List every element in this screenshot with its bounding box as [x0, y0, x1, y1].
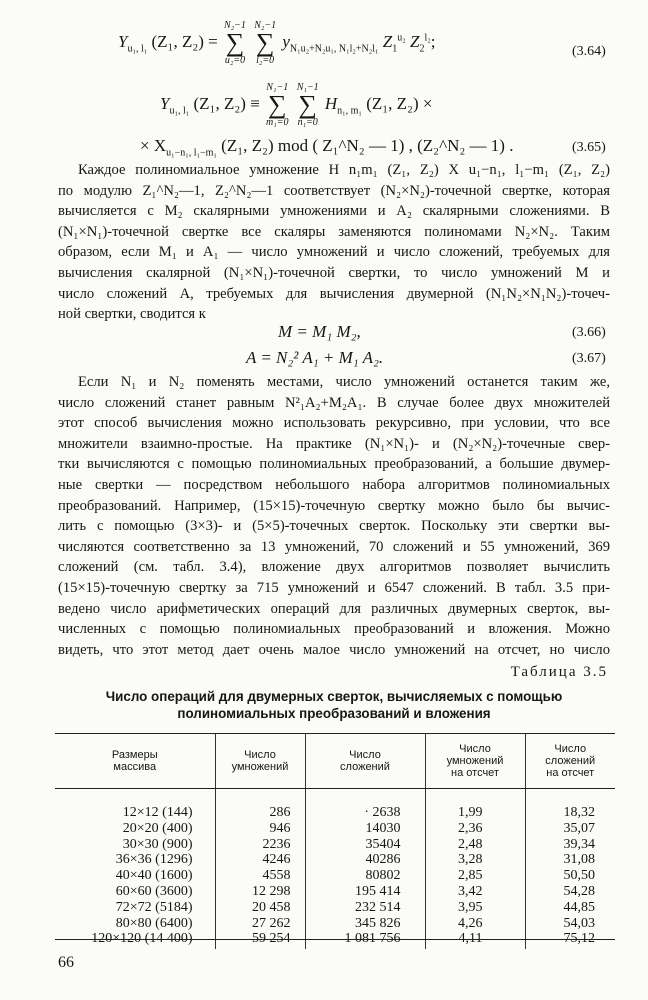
text-line: Каждое полиномиальное умножение H n₁m₁ (Z₁, Z₂) X u₁−n₁, l₁−m₁ (Z₁, Z₂) — [78, 162, 610, 178]
equation-number-3-67: (3.67) — [572, 351, 606, 366]
text-line: видеть, что этот метод дает очень малое число умножений на отсчет, но число — [58, 641, 610, 658]
header-array-size: Размеры массива — [55, 734, 215, 789]
equation-number-3-66: (3.66) — [572, 325, 606, 340]
table-header-row — [55, 734, 615, 789]
table-cell: 3,42 — [425, 884, 525, 900]
text-line: сложений (см. табл. 3.4), вложение двух алгоритмов позволяет вычислить — [58, 559, 610, 576]
text-line: лить с помощью (3×3)- и (5×5)-точечных сверток. Поскольку эти свертки вы- — [58, 518, 610, 535]
text-line: этот способ вычисления можно использовать рекурсивно, при условии, что все — [58, 415, 610, 432]
table-cell: · 2638 — [305, 805, 425, 821]
table-cell: 2,85 — [425, 868, 525, 884]
table-cell: 2,36 — [425, 821, 525, 837]
text-line: число сложений A, требуемых для вычисления двумерной (N₁N₂×N₁N₂)-точеч- — [58, 285, 610, 302]
table-cell: 12 298 — [215, 884, 305, 900]
text-line: ные свертки — посредством небольшого набора алгоритмов полиномиальных — [58, 476, 610, 493]
table-cell: 3,95 — [425, 900, 525, 916]
table-cell: 54,28 — [525, 884, 615, 900]
table-cell: 14030 — [305, 821, 425, 837]
table-cell: 12×12 (144) — [122, 805, 193, 820]
table-cell: 80802 — [305, 868, 425, 884]
equation-number-3-64: (3.64) — [572, 44, 606, 59]
eq1-sum-2: N₂−1 ∑ l₂=0 — [254, 20, 277, 66]
text-line: по модулю Z₁^N₂—1, Z₂^N₂—1 соответствует (N₂×N₂)-точечной свертке, которая — [58, 182, 610, 199]
table-cell: 30×30 (900) — [122, 836, 193, 852]
equation-number-3-65: (3.65) — [572, 140, 606, 155]
equation-3-65: $Y_{u_1, l_1}$ (Z₁, Z₂) ≡ N₁−1 ∑ m₁=0 N₁−1 ∑ n₁=0 $H_{n_1, m_1}$ (Z₁, Z₂) × — [160, 82, 433, 128]
table-cell: 35,07 — [525, 821, 615, 837]
table-cell: 946 — [215, 821, 305, 837]
page-number: 66 — [58, 954, 74, 971]
table-cell: 75,12 — [525, 931, 615, 949]
table-cell: 4558 — [215, 868, 305, 884]
text-line: численных с помощью полиномиальных преобразований и вложения. Можно — [58, 621, 610, 638]
operations-table — [55, 733, 615, 949]
table-cell: 195 414 — [305, 884, 425, 900]
text-line: тки вычисляются с помощью полиномиальных преобразований, а большие двумер- — [58, 456, 610, 473]
table-cell: 54,03 — [525, 916, 615, 932]
table-bottom-rule — [55, 939, 615, 940]
eq2-sum-1: N₁−1 ∑ m₁=0 — [266, 82, 289, 128]
text-line: (15×15)-точечную свертку за 715 умножений и 6547 сложений. В табл. 3.5 при- — [58, 579, 610, 596]
table-row — [55, 837, 615, 853]
table-row — [55, 884, 615, 900]
table-row — [55, 931, 615, 949]
text-line: число сложений станет равным N²₁A₂+M₂A₁. В случае более двух множителей — [58, 394, 610, 411]
table-row — [55, 868, 615, 884]
table-title: Число операций для двумерных сверток, вычисляемых с помощью полиномиальных преобразований и вложения — [105, 689, 563, 721]
text-line: Если N₁ и N₂ поменять местами, число умножений останется таким же, — [78, 374, 610, 390]
paragraph-2 — [58, 372, 610, 660]
header-add-per-sample: Число сложений на отсчет — [525, 734, 615, 789]
text-line: вычисляется с M₂ скалярными умножениями и A₂ скалярными сложениями. В — [58, 203, 610, 220]
table-cell: 286 — [215, 805, 305, 821]
equation-3-64: $Y_{u_1, l_1}$ (Z₁, Z₂) = N₂−1 ∑ u₂=0 N₂−1 ∑ l₂=0 $y_{N_1u_2+N_2u_1, N_1l_2+N_2l_1}$ $Z_1^{u_2}$ $Z_2^{l_2}$; — [118, 20, 436, 66]
table-cell: 36×36 (1296) — [115, 852, 193, 868]
eq1-term-sub: N₁u₂+N₂u₁, N₁l₂+N₂l₁ — [289, 43, 379, 55]
eq1-sum-1: N₂−1 ∑ u₂=0 — [224, 20, 246, 66]
header-multiplications: Число умножений — [215, 734, 305, 789]
eq1-lhs-args: (Z₁, Z₂) = — [151, 31, 218, 51]
table-cell: 345 826 — [305, 916, 425, 932]
equation-3-66: M = M₁ M₂, — [278, 322, 361, 341]
table-cell: 40286 — [305, 852, 425, 868]
text-line: множители взаимно-простые. На практике (N₁×N₁)- и (N₂×N₂)-точечные свер- — [58, 435, 610, 452]
table-cell: 4,26 — [425, 916, 525, 932]
paragraph-1 — [58, 160, 610, 325]
table-cell: 80×80 (6400) — [115, 915, 193, 931]
table-cell: 72×72 (5184) — [115, 899, 193, 915]
table-cell: 232 514 — [305, 900, 425, 916]
table-cell: 44,85 — [525, 900, 615, 916]
eq1-lhs-sub: u₁, l₁ — [127, 43, 148, 55]
header-mult-per-sample: Число умножений на отсчет — [425, 734, 525, 789]
text-line: преобразований. Например, (15×15)-точечную свертку можно было бы вычис- — [58, 497, 610, 514]
eq1-lhs: Y — [118, 31, 128, 51]
table-cell: 20 458 — [215, 900, 305, 916]
table-cell: 59 254 — [215, 931, 305, 949]
table-row — [55, 805, 615, 821]
header-additions: Число сложений — [305, 734, 425, 789]
table-cell: 2236 — [215, 837, 305, 853]
table-cell: 4,11 — [425, 931, 525, 949]
table-cell: 31,08 — [525, 852, 615, 868]
table-cell: 1 081 756 — [305, 931, 425, 949]
equation-3-67: A = N₂² A₁ + M₁ A₂. — [246, 348, 384, 367]
text-line: числяются соответственно за 13 умножений, 70 сложений и 55 умножений, 369 — [58, 538, 610, 555]
table-cell: 120×120 (14 400) — [91, 931, 193, 947]
table-cell: 1,99 — [425, 805, 525, 821]
table-cell: 35404 — [305, 837, 425, 853]
table-row — [55, 916, 615, 932]
text-line: ведено число арифметических операций для различных двумерных сверток, вы- — [58, 600, 610, 617]
table-cell: 39,34 — [525, 837, 615, 853]
text-line: вычисления скалярной (N₁×N₁)-точечной свертки, то число умножений M и — [58, 264, 610, 281]
table-cell: 60×60 (3600) — [115, 883, 193, 899]
table-cell: 40×40 (1600) — [115, 868, 193, 884]
table-row — [55, 821, 615, 837]
table-cell: 27 262 — [215, 916, 305, 932]
table-label: Таблица 3.5 — [510, 664, 608, 680]
table-row — [55, 900, 615, 916]
text-line: ной свертки, сводится к — [58, 306, 206, 323]
table-cell: 2,48 — [425, 837, 525, 853]
table-cell: 3,28 — [425, 852, 525, 868]
table-cell: 50,50 — [525, 868, 615, 884]
text-line: (N₁×N₁)-точечной свертке все скаляры заменяются полиномами N₂×N₂. Таким — [58, 223, 610, 240]
table-cell: 18,32 — [525, 805, 615, 821]
eq1-term: y — [282, 31, 290, 51]
eq2-sum-2: N₁−1 ∑ n₁=0 — [296, 82, 319, 128]
equation-3-65-line-2: × $X_{u_1-n_1, l_1-m_1}$ (Z₁, Z₂) mod ( Z₁^N₂ — 1) , (Z₂^N₂ — 1) . — [140, 136, 514, 159]
table-cell: 4246 — [215, 852, 305, 868]
text-line: образом, если M₁ и A₁ — число умножений и число сложений, требуемых для — [58, 244, 610, 261]
table-row — [55, 852, 615, 868]
table-cell: 20×20 (400) — [122, 820, 193, 836]
